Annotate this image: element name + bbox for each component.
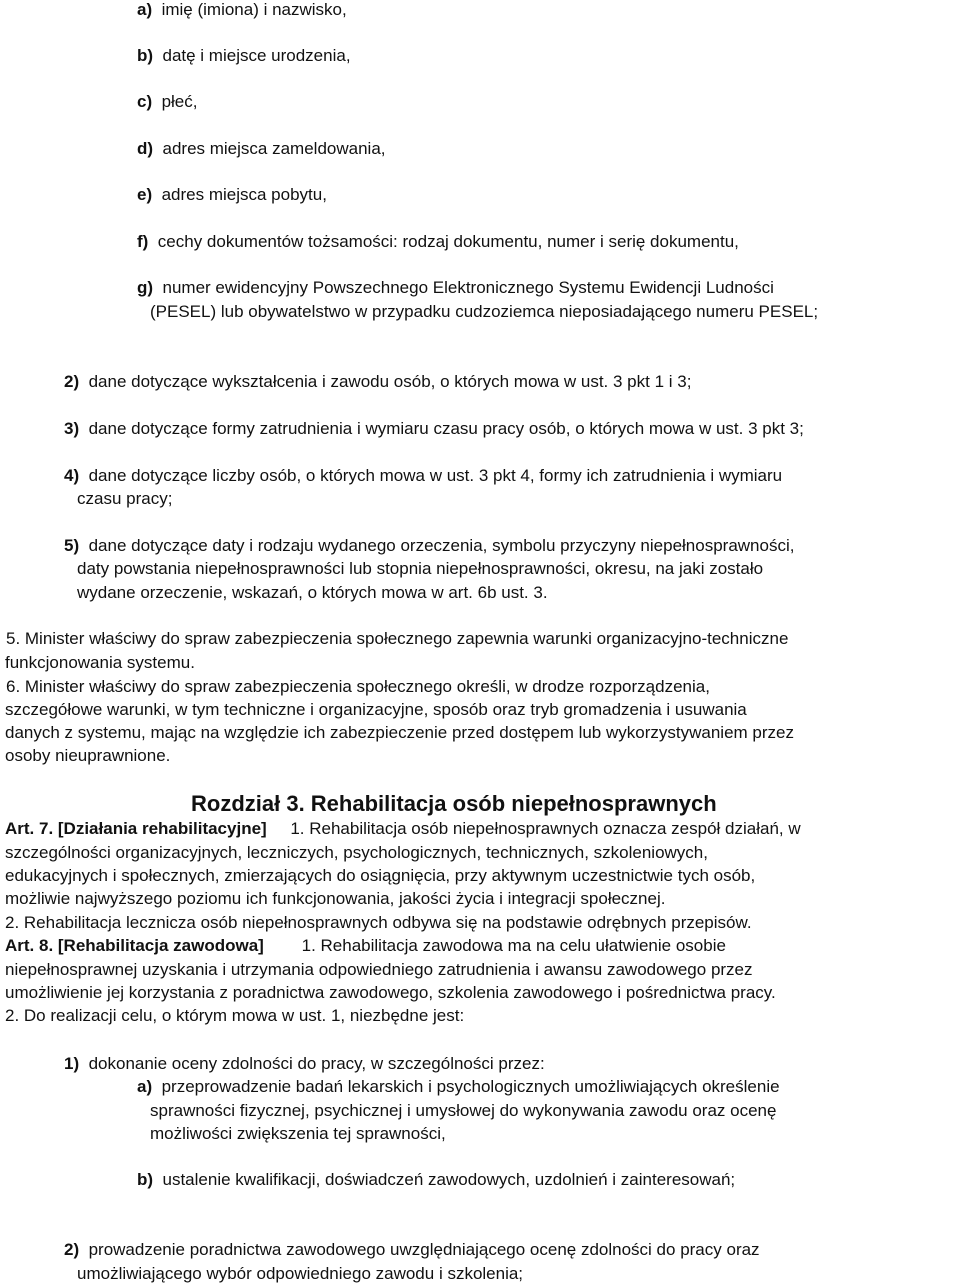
art-8-point-2-continuation: umożliwiającego wybór odpowiedniego zawodu i szkolenia; [77, 1264, 524, 1283]
art-7-line-3: edukacyjnych i społecznych, zmierzających do osiągnięcia, przy aktywnym uczestnictwie tych osób, [5, 866, 756, 885]
art-8-point-1a-continuation-1: sprawności fizycznej, psychicznej i umysłowej do wykonywania zawodu oraz ocenę [150, 1101, 777, 1120]
art-8-point-1a-continuation-2: możliwości zwiększenia tej sprawności, [150, 1124, 446, 1143]
list-item-b: b) datę i miejsce urodzenia, [137, 46, 351, 65]
point-3: 3) dane dotyczące formy zatrudnienia i wymiaru czasu pracy osób, o których mowa w ust. 3 pkt 3; [64, 419, 804, 438]
art-8-point-2: 2) prowadzenie poradnictwa zawodowego uwzględniającego ocenę zdolności do pracy oraz [64, 1240, 760, 1259]
point-5-continuation-1: daty powstania niepełnosprawności lub stopnia niepełnosprawności, okresu, na jaki zostało [77, 559, 764, 578]
para-5-line-2: funkcjonowania systemu. [5, 653, 195, 672]
art-8-line-4: 2. Do realizacji celu, o którym mowa w ust. 1, niezbędne jest: [5, 1006, 465, 1025]
para-6-line-3: danych z systemu, mając na względzie ich zabezpieczenie przed dostępem lub wykorzystywaniem przez [5, 723, 794, 742]
chapter-heading: Rozdział 3. Rehabilitacja osób niepełnosprawnych [191, 791, 717, 816]
list-item-f: f) cechy dokumentów tożsamości: rodzaj dokumentu, numer i serię dokumentu, [137, 232, 739, 251]
art-8-point-1b: b) ustalenie kwalifikacji, doświadczeń zawodowych, uzdolnień i zainteresowań; [137, 1170, 736, 1189]
art-8-point-1a: a) przeprowadzenie badań lekarskich i psychologicznych umożliwiających określenie [137, 1077, 780, 1096]
point-5-continuation-2: wydane orzeczenie, wskazań, o których mowa w art. 6b ust. 3. [77, 583, 548, 602]
para-6-line-2: szczegółowe warunki, w tym techniczne i organizacyjne, sposób oraz tryb gromadzenia i usuwania [5, 700, 747, 719]
para-6-line-1: 6. Minister właściwy do spraw zabezpieczenia społecznego określi, w drodze rozporządzenia, [6, 677, 710, 696]
art-8-title: Art. 8. [Rehabilitacja zawodowa] [5, 936, 264, 955]
art-7-line-5: 2. Rehabilitacja lecznicza osób niepełnosprawnych odbywa się na podstawie odrębnych przepisów. [5, 913, 752, 932]
point-5: 5) dane dotyczące daty i rodzaju wydanego orzeczenia, symbolu przyczyny niepełnosprawności, [64, 536, 795, 555]
list-item-a: a) imię (imiona) i nazwisko, [137, 0, 347, 19]
para-6-line-4: osoby nieuprawnione. [5, 746, 171, 765]
para-5-line-1: 5. Minister właściwy do spraw zabezpieczenia społecznego zapewnia warunki organizacyjno-techniczne [6, 629, 789, 648]
point-2: 2) dane dotyczące wykształcenia i zawodu osób, o których mowa w ust. 3 pkt 1 i 3; [64, 372, 692, 391]
art-7-line-4: możliwie najwyższego poziomu ich funkcjonowania, jakości życia i integracji społecznej. [5, 889, 666, 908]
art-8-line-2: niepełnosprawnej uzyskania i utrzymania odpowiedniego zatrudnienia i awansu zawodowego przez [5, 960, 753, 979]
art-8-first-line: Art. 8. [Rehabilitacja zawodowa] 1. Rehabilitacja zawodowa ma na celu ułatwienie osobie [5, 936, 726, 955]
art-7-line-2: szczególności organizacyjnych, leczniczych, psychologicznych, technicznych, szkoleniowych, [5, 843, 708, 862]
list-item-d: d) adres miejsca zameldowania, [137, 139, 386, 158]
list-item-g: g) numer ewidencyjny Powszechnego Elektronicznego Systemu Ewidencji Ludności [137, 278, 774, 297]
art-8-point-1: 1) dokonanie oceny zdolności do pracy, w szczególności przez: [64, 1054, 545, 1073]
art-7-title: Art. 7. [Działania rehabilitacyjne] [5, 819, 267, 838]
point-4: 4) dane dotyczące liczby osób, o których mowa w ust. 3 pkt 4, formy ich zatrudnienia i wymiaru [64, 466, 783, 485]
point-4-continuation: czasu pracy; [77, 489, 173, 508]
list-item-e: e) adres miejsca pobytu, [137, 185, 327, 204]
list-item-c: c) płeć, [137, 92, 198, 111]
art-7-first-line: Art. 7. [Działania rehabilitacyjne] 1. Rehabilitacja osób niepełnosprawnych oznacza zespół działań, w [5, 819, 801, 838]
art-8-line-3: umożliwienie jej korzystania z poradnictwa zawodowego, szkolenia zawodowego i pośrednictwa pracy. [5, 983, 776, 1002]
list-item-g-continuation: (PESEL) lub obywatelstwo w przypadku cudzoziemca nieposiadającego numeru PESEL; [150, 302, 819, 321]
